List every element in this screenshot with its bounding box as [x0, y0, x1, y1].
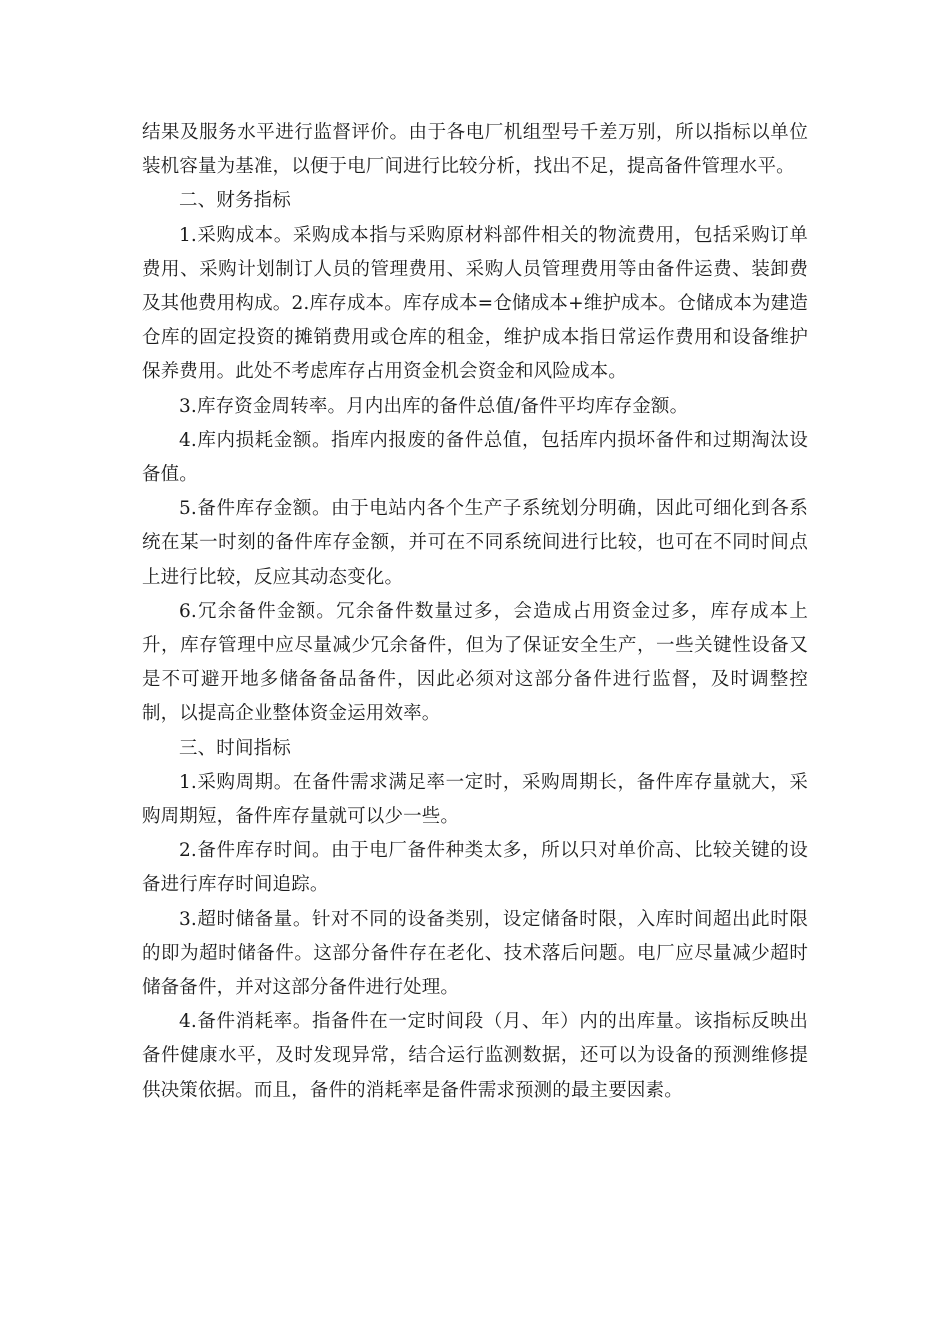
heading-time-indicators: 三、时间指标: [179, 737, 291, 759]
paragraph-procurement-cycle: 1.采购周期。在备件需求满足率一定时，采购周期长，备件库存量就大，采购周期短，备件库存量就可以少一些。: [142, 771, 808, 828]
heading-financial-indicators: 二、财务指标: [179, 190, 291, 212]
paragraph-redundant-parts: 6.冗余备件金额。冗余备件数量过多，会造成占用资金过多，库存成本上升，库存管理中应尽量减少冗余备件，但为了保证安全生产，一些关键性设备又是不可避开地多储备备品备件，因此必须对这部分备件进行监督，及时调整控制，以提高企业整体资金运用效率。: [142, 600, 808, 725]
paragraph-inventory-amount: 5.备件库存金额。由于电站内各个生产子系统划分明确，因此可细化到各系统在某一时刻的备件库存金额，并可在不同系统间进行比较，也可在不同时间点上进行比较，反应其动态变化。: [142, 498, 808, 588]
paragraph-inventory-turnover: 3.库存资金周转率。月内出库的备件总值/备件平均库存金额。: [179, 395, 689, 417]
document-page: [142, 116, 808, 1108]
paragraph-overtime-reserve: 3.超时储备量。针对不同的设备类别，设定储备时限，入库时间超出此时限的即为超时储备件。这部分备件存在老化、技术落后问题。电厂应尽量减少超时储备备件，并对这部分备件进行处理。: [142, 908, 808, 999]
paragraph-consumption-rate: 4.备件消耗率。指备件在一定时间段（月、年）内的出库量。该指标反映出备件健康水平，及时发现异常，结合运行监测数据，还可以为设备的预测维修提供决策依据。而且，备件的消耗率是备件需求预测的最主要因素。: [142, 1011, 808, 1101]
paragraph-inventory-time: 2.备件库存时间。由于电厂备件种类太多，所以只对单价高、比较关键的设备进行库存时间追踪。: [142, 840, 808, 896]
paragraph-continued-evaluation: 结果及服务水平进行监督评价。由于各电厂机组型号千差万别，所以指标以单位装机容量为基准，以便于电厂间进行比较分析，找出不足，提高备件管理水平。: [142, 122, 808, 178]
paragraph-in-store-loss: 4.库内损耗金额。指库内报废的备件总值，包括库内损坏备件和过期淘汰设备值。: [142, 429, 808, 486]
paragraph-procurement-cost: 1.采购成本。采购成本指与采购原材料部件相关的物流费用，包括采购订单费用、采购计划制订人员的管理费用、采购人员管理费用等由备件运费、装卸费及其他费用构成。2.库存成本。库存成本=仓储成本+维护成本。仓储成本为建造仓库的固定投资的摊销费用或仓库的租金，维护成本指日常运作费用和设备维护保养费用。此处不考虑库存占用资金机会资金和风险成本。: [142, 224, 808, 383]
